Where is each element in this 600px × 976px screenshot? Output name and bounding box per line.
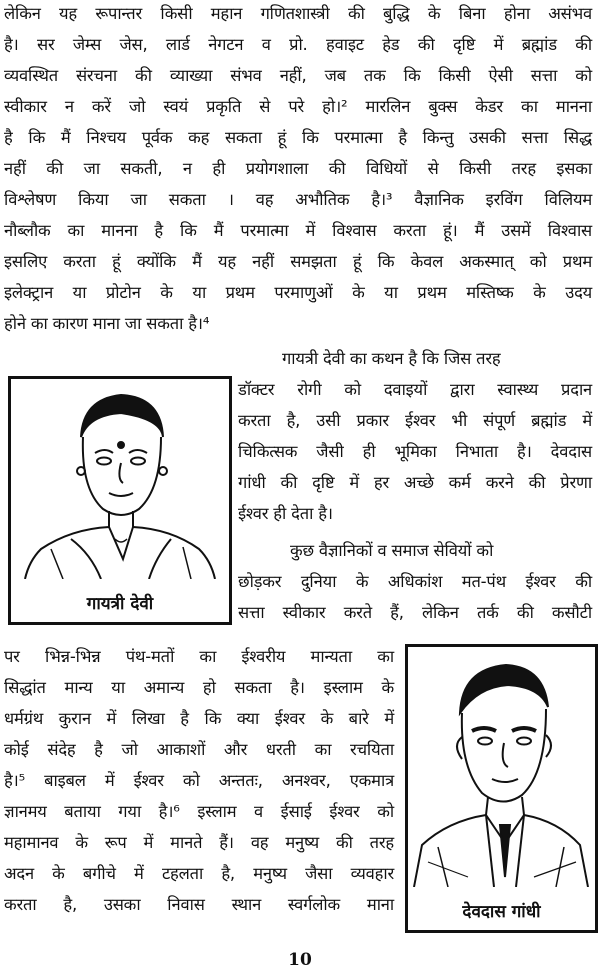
text-line: व्यवस्थित संरचना की व्याख्या संभव नहीं, जब तक कि किसी ऐसी सत्ता को [4, 66, 592, 85]
text-line: कोई संदेह है जो आकाशों और धरती का रचयिता [4, 740, 394, 759]
portrait-caption: देवदास गांधी [462, 902, 541, 922]
text-line: नहीं की जा सकती, न ही प्रयोगशाला की विधियों से किसी तरह इसका [4, 159, 592, 178]
portrait-devdas-gandhi [405, 644, 598, 933]
text-line: इलेक्ट्रान या प्रोटोन के या प्रथम परमाणुओं के या प्रथम मस्तिष्क के उदय [4, 283, 592, 302]
page-number: 10 [288, 950, 312, 970]
text-line: नौब्लौक का मानना है कि मैं परमात्मा में विश्वास करता हूं। मैं उसमें विश्वास [4, 221, 592, 240]
text-line: पर भिन्न-भिन्न पंथ-मतों का ईश्वरीय मान्यता का [4, 647, 394, 666]
text-line: अदन के बगीचे में टहलता है, मनुष्य जैसा व्यवहार [4, 864, 394, 883]
text-line: सत्ता स्वीकार करते हैं, लेकिन तर्क की कसौटी [238, 603, 592, 622]
text-line: इसलिए करता हूं क्योंकि मैं यह नहीं समझता हूं कि केवल अकस्मात् को प्रथम [4, 252, 592, 271]
text-line: ज्ञानमय बताया गया है।⁶ इस्लाम व ईसाई ईश्वर को [4, 802, 394, 821]
text-line: है।⁵ बाइबल में ईश्वर को अन्ततः, अनश्वर, एकमात्र [4, 771, 394, 790]
text-line: चिकित्सक जैसी ही भूमिका निभाता है। देवदास [238, 442, 592, 461]
portrait-devdas-gandhi-drawing [408, 647, 595, 887]
text-line: कुछ वैज्ञानिकों व समाज सेवियों को [290, 541, 494, 560]
text-line: है कि मैं निश्चय पूर्वक कह सकता हूं कि परमात्मा है किन्तु उसकी सत्ता सिद्ध [4, 128, 592, 147]
text-line: लेकिन यह रूपान्तर किसी महान गणितशास्त्री की बुद्धि के बिना होना असंभव [4, 4, 592, 23]
portrait-gayatri-devi [8, 376, 232, 625]
text-line: ईश्वर ही देता है। [238, 504, 333, 523]
text-line: डॉक्टर रोगी को दवाइयों द्वारा स्वास्थ्य प्रदान [238, 380, 592, 399]
text-line: सिद्धांत मान्य या अमान्य हो सकता है। इस्लाम के [4, 678, 394, 697]
text-line: विश्लेषण किया जा सकता । वह अभौतिक है।³ वैज्ञानिक इरविंग विलियम [4, 190, 592, 209]
text-line: होने का कारण माना जा सकता है।⁴ [4, 314, 210, 333]
text-line: छोड़कर दुनिया के अधिकांश मत-पंथ ईश्वर की [238, 572, 592, 591]
text-line: करता है, उसी प्रकार ईश्वर भी संपूर्ण ब्रह्मांड में [238, 411, 592, 430]
text-line: गायत्री देवी का कथन है कि जिस तरह [282, 349, 501, 368]
text-line: गांधी की दृष्टि में हर अच्छे कर्म करने की प्रेरणा [238, 473, 592, 492]
text-line: धर्मग्रंथ कुरान में लिखा है कि क्या ईश्वर के बारे में [4, 709, 394, 728]
text-line: महामानव के रूप में मानते हैं। वह मनुष्य की तरह [4, 833, 394, 852]
text-line: स्वीकार न करें जो स्वयं प्रकृति से परे हो।² मारलिन बुक्स केडर का मानना [4, 97, 592, 116]
portrait-gayatri-devi-drawing [11, 379, 229, 579]
portrait-caption: गायत्री देवी [86, 594, 154, 614]
text-line: करता है, उसका निवास स्थान स्वर्गलोक माना [4, 895, 394, 914]
text-line: है। सर जेम्स जेस, लार्ड नेगटन व प्रो. हवाइट हेड की दृष्टि में ब्रह्मांड की [4, 35, 592, 54]
